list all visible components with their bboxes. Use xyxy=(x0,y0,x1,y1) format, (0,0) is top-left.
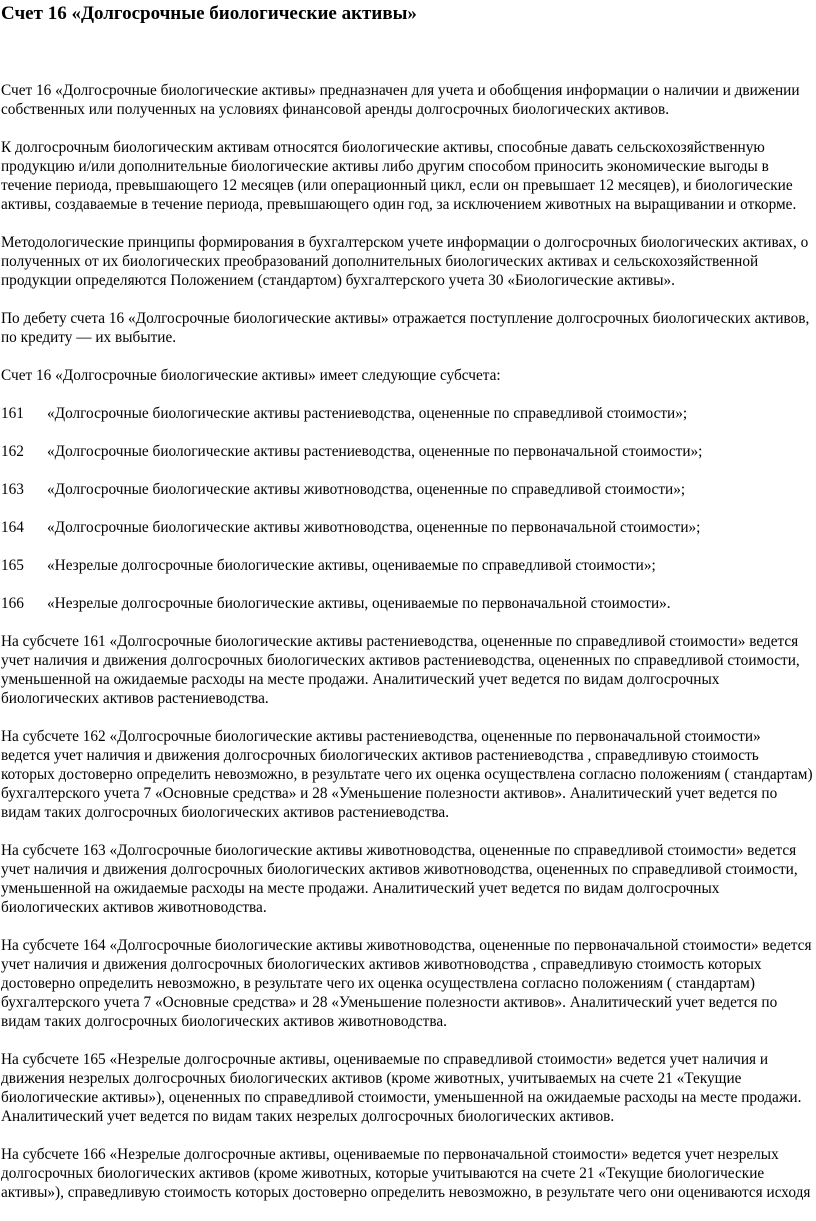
intro-paragraph-subaccounts-lead: Счет 16 «Долгосрочные биологические активы» имеет следующие субсчета: xyxy=(1,367,501,384)
subaccount-code: 165 xyxy=(1,557,24,574)
subaccount-text: «Долгосрочные биологические активы растениеводства, оцененные по первоначальной стоимости»; xyxy=(47,443,703,460)
intro-paragraph-debit-credit: По дебету счета 16 «Долгосрочные биологические активы» отражается поступление долгосрочных биологических активов, по кредиту — их выбытие. xyxy=(1,310,810,346)
subaccount-166-description: На субсчете 166 «Незрелые долгосрочные активы, оцениваемые по первоначальной стоимости» ведется учет незрелых долгосрочных биологических активов (кроме животных, которые учитываются на счете 21 «Текущие биологические активы»), справедливую стоимость которых достоверно определить невозможно, в результате чего они оцениваются исходя xyxy=(1,1146,811,1201)
subaccount-code: 163 xyxy=(1,481,24,498)
subaccount-text: «Незрелые долгосрочные биологические активы, оцениваемые по справедливой стоимости»; xyxy=(47,557,656,574)
document-title: Счет 16 «Долгосрочные биологические активы» xyxy=(1,3,417,24)
subaccount-code: 161 xyxy=(1,405,24,422)
subaccount-164-description: На субсчете 164 «Долгосрочные биологические активы животноводства, оцененные по первоначальной стоимости» ведется учет наличия и движения долгосрочных биологических активов животноводства , справедливую стоимость которых достоверно определить невозможно, в результате чего их оценка осуществлена согласно положениям ( стандартам) бухгалтерского учета 7 «Основные средства» и 28 «Уменьшение полезности активов». Аналитический учет ведется по видам таких долгосрочных биологических активов животноводства. xyxy=(1,937,812,1030)
subaccount-item xyxy=(1,442,813,461)
subaccount-text: «Долгосрочные биологические активы животноводства, оцененные по справедливой стоимости»; xyxy=(47,481,686,498)
subaccount-item xyxy=(1,556,813,575)
intro-paragraph-definition: К долгосрочным биологическим активам относятся биологические активы, способные давать сельскохозяйственную продукцию и/или дополнительные биологические активы либо другим способом приносить экономические выгоды в течение периода, превышающего 12 месяцев (или операционный цикл, если он превышает 12 месяцев), и биологические активы, создаваемые в течение периода, превышающего один год, за исключением животных на выращивании и откорме. xyxy=(1,139,797,213)
subaccount-item xyxy=(1,480,813,499)
subaccount-item xyxy=(1,404,813,423)
subaccount-162-description: На субсчете 162 «Долгосрочные биологические активы растениеводства, оцененные по первоначальной стоимости» ведется учет наличия и движения долгосрочных биологических активов растениеводства , справедливую стоимость которых достоверно определить невозможно, в результате чего их оценка осуществлена согласно положениям ( стандартам) бухгалтерского учета 7 «Основные средства» и 28 «Уменьшение полезности активов». Аналитический учет ведется по видам таких долгосрочных биологических активов растениеводства. xyxy=(1,728,813,821)
intro-paragraph-methodology: Методологические принципы формирования в бухгалтерском учете информации о долгосрочных биологических активах, о полученных от их биологических преобразований дополнительных биологических активах и сельскохозяйственной продукции определяются Положением (стандартом) бухгалтерского учета 30 «Биологические активы». xyxy=(1,234,809,289)
intro-paragraph-purpose: Счет 16 «Долгосрочные биологические активы» предназначен для учета и обобщения информации о наличии и движении собственных или полученных на условиях финансовой аренды долгосрочных биологических активов. xyxy=(1,82,800,118)
subaccount-161-description: На субсчете 161 «Долгосрочные биологические активы растениеводства, оцененные по справедливой стоимости» ведется учет наличия и движения долгосрочных биологических активов растениеводства, оцененных по справедливой стоимости, уменьшенной на ожидаемые расходы на месте продажи. Аналитический учет ведется по видам долгосрочных биологических активов растениеводства. xyxy=(1,633,800,707)
subaccount-163-description: На субсчете 163 «Долгосрочные биологические активы животноводства, оцененные по справедливой стоимости» ведется учет наличия и движения долгосрочных биологических активов животноводства, оцененных по справедливой стоимости, уменьшенной на ожидаемые расходы на месте продажи. Аналитический учет ведется по видам долгосрочных биологических активов животноводства. xyxy=(1,842,798,916)
subaccount-code: 164 xyxy=(1,519,24,536)
subaccount-item xyxy=(1,518,813,537)
subaccount-text: «Долгосрочные биологические активы животноводства, оцененные по первоначальной стоимости»; xyxy=(47,519,701,536)
subaccount-code: 166 xyxy=(1,595,24,612)
subaccount-text: «Незрелые долгосрочные биологические активы, оцениваемые по первоначальной стоимости». xyxy=(47,595,671,612)
subaccount-text: «Долгосрочные биологические активы растениеводства, оцененные по справедливой стоимости»; xyxy=(47,405,688,422)
subaccount-code: 162 xyxy=(1,443,24,460)
subaccount-165-description: На субсчете 165 «Незрелые долгосрочные активы, оцениваемые по справедливой стоимости» ведется учет наличия и движения незрелых долгосрочных биологических активов (кроме животных, учитываемых на счете 21 «Текущие биологические активы»), оцененных по справедливой стоимости, уменьшенной на ожидаемые расходы на месте продажи. Аналитический учет ведется по видам таких незрелых долгосрочных биологических активов. xyxy=(1,1051,802,1125)
document-body xyxy=(1,81,813,1221)
subaccount-item xyxy=(1,594,813,613)
